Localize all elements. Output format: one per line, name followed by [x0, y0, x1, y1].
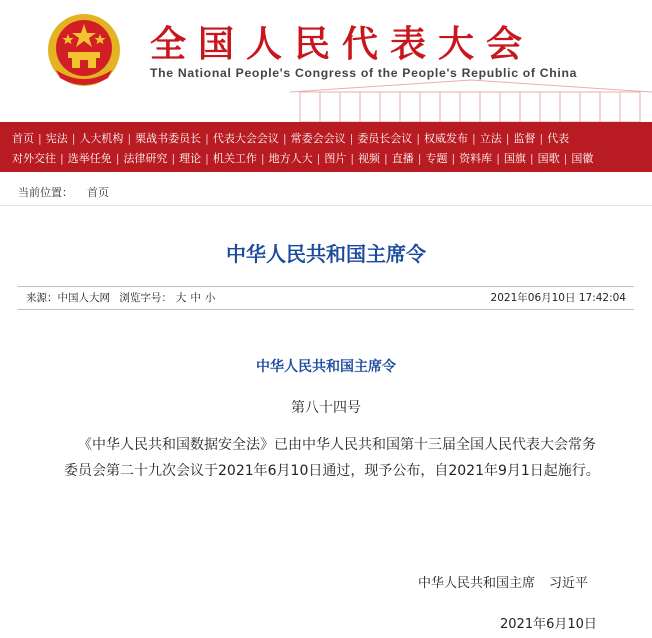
nav-separator: |	[384, 151, 388, 165]
nav-item-topics[interactable]: 专题	[425, 152, 448, 165]
font-size-large-link[interactable]: 大	[175, 292, 187, 304]
nav-separator: |	[60, 151, 64, 165]
nav-item-legal-research[interactable]: 法律研究	[123, 152, 168, 165]
nav-item-video[interactable]: 视频	[358, 152, 381, 165]
nav-item-organs[interactable]: 人大机构	[79, 132, 124, 145]
nav-item-chairman-meetings[interactable]: 委员长会议	[357, 132, 413, 145]
nav-separator: |	[260, 151, 265, 165]
nav-item-chairman[interactable]: 栗战书委员长	[135, 132, 202, 145]
nav-separator: |	[71, 131, 76, 145]
nav-item-deputies[interactable]: 代表	[547, 132, 570, 145]
font-size-label: 浏览字号：	[119, 292, 172, 304]
font-size-small-link[interactable]: 小	[204, 292, 216, 304]
nav-separator: |	[205, 151, 209, 165]
signature-line	[418, 572, 588, 591]
nav-item-supervision[interactable]: 监督	[513, 132, 536, 145]
site-title[interactable]: 全国人民代表大会	[150, 23, 535, 65]
main-nav	[0, 122, 652, 172]
nav-item-national-anthem[interactable]: 国歌	[537, 152, 560, 165]
article-title: 中华人民共和国主席令	[226, 242, 426, 266]
article-body: 《中华人民共和国数据安全法》已由中华人民共和国第十三届全国人民代表大会常务委员会第二十九次会议于2021年6月10日通过，现予公布，自2021年9月1日起施行。	[64, 437, 600, 479]
nav-item-releases[interactable]: 权威发布	[424, 132, 469, 145]
nav-item-foreign-affairs[interactable]: 对外交往	[12, 152, 56, 165]
nav-separator: |	[349, 131, 354, 145]
nav-item-live[interactable]: 直播	[391, 152, 414, 165]
order-date: 2021年6月10日	[500, 617, 597, 632]
nav-separator: |	[282, 131, 287, 145]
order-number: 第八十四号	[291, 400, 361, 416]
nav-item-home[interactable]: 首页	[12, 132, 34, 145]
nav-separator: |	[563, 151, 568, 165]
header-banner	[0, 0, 652, 122]
breadcrumb	[0, 180, 652, 206]
order-heading: 中华人民共和国主席令	[256, 359, 396, 375]
nav-separator: |	[115, 151, 120, 165]
source-value: 中国人大网	[57, 292, 110, 304]
nav-separator: |	[171, 151, 176, 165]
nav-separator: |	[350, 151, 355, 165]
article-meta-bar	[18, 286, 634, 310]
nav-row-2	[12, 148, 642, 168]
article-meta-left	[26, 287, 215, 309]
nav-row-1	[12, 128, 642, 148]
nav-separator: |	[205, 131, 209, 145]
nav-separator: |	[127, 131, 132, 145]
nav-item-national-flag[interactable]: 国旗	[503, 152, 526, 165]
nav-separator: |	[38, 131, 42, 145]
source-label: 来源：	[26, 292, 58, 304]
nav-item-database[interactable]: 资料库	[459, 152, 493, 165]
nav-item-theory[interactable]: 理论	[179, 152, 202, 165]
nav-separator: |	[416, 131, 421, 145]
nav-separator: |	[529, 151, 534, 165]
nav-separator: |	[472, 131, 476, 145]
nav-item-elections[interactable]: 选举任免	[67, 152, 112, 165]
nav-separator: |	[539, 131, 544, 145]
nav-separator: |	[417, 151, 422, 165]
nav-item-legislation[interactable]: 立法	[479, 132, 502, 145]
signer-title: 中华人民共和国主席	[418, 576, 536, 591]
nav-separator: |	[505, 131, 510, 145]
signer-name: 习近平	[549, 576, 589, 591]
breadcrumb-label: 当前位置：	[18, 186, 73, 199]
site-subtitle: The National People's Congress of the People's Republic of China	[150, 66, 578, 80]
nav-item-standing-committee[interactable]: 常委会会议	[290, 132, 346, 145]
nav-item-local-congress[interactable]: 地方人大	[268, 152, 313, 165]
great-hall-illustration	[290, 78, 652, 122]
nav-separator: |	[496, 151, 500, 165]
font-size-medium-link[interactable]: 中	[190, 292, 201, 304]
nav-item-constitution[interactable]: 宪法	[45, 132, 68, 145]
nav-item-congress-sessions[interactable]: 代表大会会议	[212, 132, 279, 145]
nav-separator: |	[451, 151, 456, 165]
breadcrumb-home-link[interactable]: 首页	[87, 186, 109, 199]
national-emblem-icon[interactable]	[46, 12, 122, 88]
nav-item-agency-work[interactable]: 机关工作	[212, 152, 257, 165]
nav-separator: |	[316, 151, 321, 165]
nav-item-national-emblem[interactable]: 国徽	[571, 152, 594, 165]
article-timestamp: 2021年06月10日 17:42:04	[490, 292, 626, 304]
nav-item-pictures[interactable]: 图片	[324, 152, 347, 165]
